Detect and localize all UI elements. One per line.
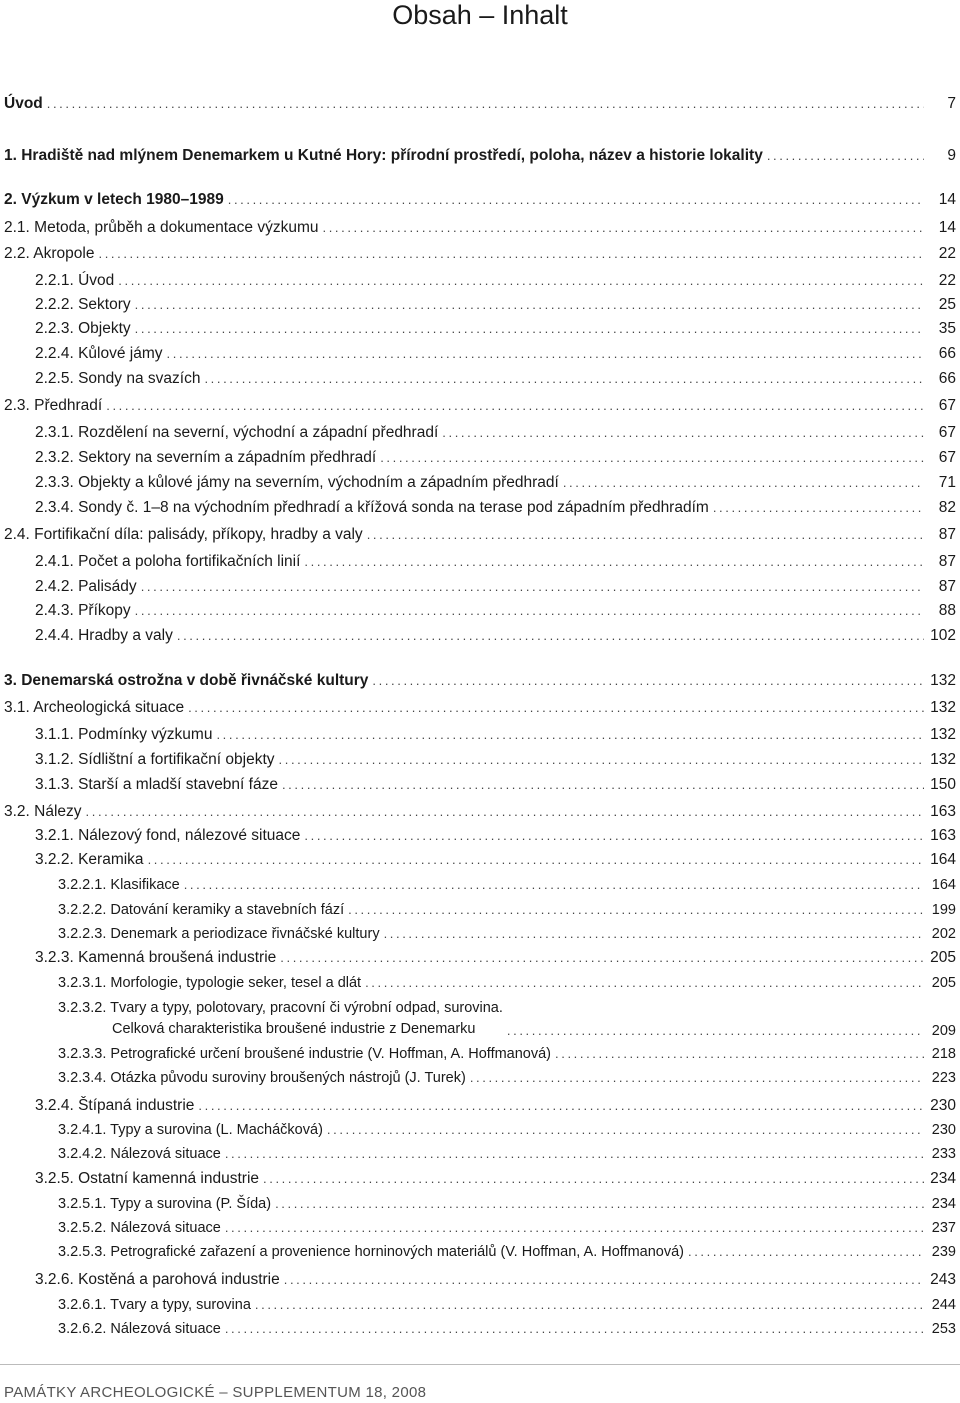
- toc-entry-label: 2.2.5. Sondy na svazích: [35, 370, 201, 387]
- dot-leader: [767, 147, 924, 165]
- toc-entry-label: 2.1. Metoda, průběh a dokumentace výzkumu: [4, 219, 319, 236]
- toc-entry-label: Úvod: [4, 95, 43, 112]
- toc-page-number: 243: [930, 1271, 956, 1288]
- toc-page-number: 218: [931, 1046, 956, 1062]
- toc-entry-label: 3.2.6.2. Nálezová situace: [58, 1321, 221, 1337]
- toc-entry-label: 3.2.2. Keramika: [35, 851, 144, 868]
- toc-page-number: 14: [938, 219, 956, 236]
- toc-entry[interactable]: [4, 974, 956, 992]
- toc-entry[interactable]: [4, 1320, 956, 1338]
- toc-entry[interactable]: [4, 1243, 956, 1261]
- toc-entry-label: 3.1.2. Sídlištní a fortifikační objekty: [35, 751, 275, 768]
- toc-entry-label: 3.1.3. Starší a mladší stavební fáze: [35, 776, 278, 793]
- toc-page-number: 163: [930, 827, 956, 844]
- dot-leader: [216, 726, 924, 744]
- toc-entry-label: 2.2.4. Kůlové jámy: [35, 345, 163, 362]
- toc-page-number: 223: [931, 1070, 956, 1086]
- toc-entry[interactable]: [4, 998, 956, 1040]
- toc-entry-label: 3.1. Archeologická situace: [4, 699, 185, 716]
- toc-entry[interactable]: [4, 272, 956, 290]
- dot-leader: [275, 1195, 924, 1213]
- toc-entry[interactable]: [4, 726, 956, 744]
- dot-leader: [327, 1121, 924, 1139]
- toc-entry[interactable]: [4, 803, 956, 821]
- toc-entry[interactable]: [4, 147, 956, 165]
- toc-entry[interactable]: [4, 901, 956, 919]
- dot-leader: [135, 320, 924, 338]
- dot-leader: [442, 424, 924, 442]
- toc-entry-label: 3.2.5.3. Petrografické zařazení a provenience horninových materiálů (V. Hoffman, A. Hoffmanová): [58, 1244, 684, 1260]
- toc-page-number: 25: [938, 296, 956, 313]
- dot-leader: [141, 578, 924, 596]
- dot-leader: [188, 699, 924, 717]
- toc-page-number: 239: [931, 1244, 956, 1260]
- toc-entry[interactable]: [4, 1271, 956, 1289]
- toc-page-number: 199: [931, 902, 956, 918]
- toc-entry-label: 2. Výzkum v letech 1980–1989: [4, 191, 224, 208]
- toc-entry[interactable]: [4, 424, 956, 442]
- dot-leader: [263, 1170, 924, 1188]
- toc-entry[interactable]: [4, 1069, 956, 1087]
- toc-entry-label: 2.4.2. Palisády: [35, 578, 137, 595]
- toc-page-number: 82: [938, 499, 956, 516]
- dot-leader: [563, 474, 924, 492]
- toc-entry-label: 3.2.5.2. Nálezová situace: [58, 1220, 221, 1236]
- footer-divider: [0, 1364, 960, 1365]
- dot-leader: [470, 1069, 924, 1087]
- toc-entry[interactable]: [4, 851, 956, 869]
- toc-page-number: 87: [938, 553, 956, 570]
- toc-entry[interactable]: [4, 296, 956, 314]
- toc-entry-label: 2.3.1. Rozdělení na severní, východní a západní předhradí: [35, 424, 439, 441]
- toc-entry-label: 3.2.4. Štípaná industrie: [35, 1097, 195, 1114]
- toc-page-number: 22: [938, 245, 956, 262]
- toc-entry-label: 2.4.3. Příkopy: [35, 602, 131, 619]
- page-title: Obsah – Inhalt: [392, 0, 568, 30]
- dot-leader: [225, 1320, 924, 1338]
- toc-entry-label: 3.2.2.1. Klasifikace: [58, 877, 180, 893]
- toc-entry[interactable]: [4, 499, 956, 517]
- toc-entry[interactable]: [4, 699, 956, 717]
- toc-entry-label: 3.2. Nálezy: [4, 803, 82, 820]
- toc-entry[interactable]: [4, 526, 956, 544]
- toc-entry[interactable]: [4, 191, 956, 209]
- toc-entry[interactable]: [4, 1097, 956, 1115]
- dot-leader: [225, 1145, 924, 1163]
- toc-page-number: 87: [938, 578, 956, 595]
- toc-entry-label: 2.3.2. Sektory na severním a západním předhradí: [35, 449, 377, 466]
- dot-leader: [280, 949, 924, 967]
- toc-page-number: 87: [938, 526, 956, 543]
- dot-leader: [279, 751, 924, 769]
- toc-entry-label-multiline: [58, 998, 503, 1040]
- toc-entry-label: 2.4.1. Počet a poloha fortifikačních linií: [35, 553, 301, 570]
- dot-leader: [688, 1243, 924, 1261]
- toc-entry-label: 3.2.2.2. Datování keramiky a stavebních fází: [58, 902, 345, 918]
- dot-leader: [282, 776, 924, 794]
- toc-entry-label: 2.2.2. Sektory: [35, 296, 131, 313]
- toc-entry[interactable]: [4, 1219, 956, 1237]
- toc-entry[interactable]: [4, 320, 956, 338]
- dot-leader: [135, 602, 924, 620]
- dot-leader: [507, 1022, 924, 1040]
- toc-page-number: 88: [938, 602, 956, 619]
- toc-entry-label-continuation: Celková charakteristika broušené industrie z Denemarku: [112, 1021, 476, 1037]
- toc-entry-label: 2.4.4. Hradby a valy: [35, 627, 173, 644]
- toc-entry-label: 3.2.4.1. Typy a surovina (L. Macháčková): [58, 1122, 323, 1138]
- toc-page-number: 132: [930, 672, 956, 689]
- dot-leader: [135, 296, 924, 314]
- toc-entry[interactable]: [4, 627, 956, 645]
- dot-leader: [555, 1045, 924, 1063]
- toc-page-number: 205: [930, 949, 956, 966]
- toc-page-number: 253: [931, 1321, 956, 1337]
- toc-entry-label: 3.1.1. Podmínky výzkumu: [35, 726, 213, 743]
- toc-entry-label: 3.2.3.3. Petrografické určení broušené industrie (V. Hoffman, A. Hoffmanová): [58, 1046, 552, 1062]
- toc-entry[interactable]: [4, 672, 956, 690]
- toc-entry-label: 2.2.1. Úvod: [35, 272, 115, 289]
- toc-entry-label: 1. Hradiště nad mlýnem Denemarkem u Kutné Hory: přírodní prostředí, poloha, název a historie lokality: [4, 147, 763, 164]
- toc-entry[interactable]: [4, 345, 956, 363]
- toc-page-number: 164: [930, 851, 956, 868]
- toc-page-number: 230: [930, 1097, 956, 1114]
- toc-entry[interactable]: [4, 245, 956, 263]
- toc-entry[interactable]: [4, 1296, 956, 1314]
- toc-entry[interactable]: [4, 553, 956, 571]
- dot-leader: [228, 191, 924, 209]
- dot-leader: [384, 925, 924, 943]
- toc-entry-label: 2.4. Fortifikační díla: palisády, příkopy, hradby a valy: [4, 526, 363, 543]
- toc-page-number: 233: [931, 1146, 956, 1162]
- toc-entry[interactable]: [4, 449, 956, 467]
- dot-leader: [367, 526, 924, 544]
- toc-entry-label: 2.2.3. Objekty: [35, 320, 131, 337]
- toc-entry-label: 2.3. Předhradí: [4, 397, 103, 414]
- toc-page-number: 67: [938, 449, 956, 466]
- toc-page-number: 132: [930, 751, 956, 768]
- toc-entry-label: 2.3.3. Objekty a kůlové jámy na severním, východním a západním předhradí: [35, 474, 559, 491]
- dot-leader: [380, 449, 924, 467]
- toc-page-number: 202: [931, 926, 956, 942]
- toc-entry[interactable]: [4, 95, 956, 113]
- toc-page-number: 132: [930, 726, 956, 743]
- dot-leader: [284, 1271, 924, 1289]
- toc-page-number: 35: [938, 320, 956, 337]
- page-footer: PAMÁTKY ARCHEOLOGICKÉ – SUPPLEMENTUM 18, 2008: [4, 1384, 427, 1401]
- toc-page-number: 9: [947, 147, 956, 164]
- toc-entry[interactable]: [4, 397, 956, 415]
- toc-entry[interactable]: [4, 925, 956, 943]
- toc-entry[interactable]: [4, 474, 956, 492]
- toc-page-number: 71: [938, 474, 956, 491]
- dot-leader: [204, 370, 924, 388]
- toc-entry-label: 3.2.6.1. Tvary a typy, surovina: [58, 1297, 251, 1313]
- dot-leader: [323, 219, 925, 237]
- toc-entry[interactable]: [4, 1121, 956, 1139]
- toc-page-number: 205: [931, 975, 956, 991]
- toc-page-number: 66: [938, 370, 956, 387]
- toc-page-number: 234: [931, 1196, 956, 1212]
- toc-page-number: 234: [930, 1170, 956, 1187]
- dot-leader: [184, 876, 924, 894]
- toc-entry-label: 3.2.5.1. Typy a surovina (P. Šída): [58, 1196, 272, 1212]
- dot-leader: [167, 345, 924, 363]
- toc-entry-label: 3. Denemarská ostrožna v době řivnáčské kultury: [4, 672, 369, 689]
- dot-leader: [348, 901, 924, 919]
- toc-entry[interactable]: [4, 370, 956, 388]
- dot-leader: [106, 397, 924, 415]
- toc-entry-label: 3.2.3.1. Morfologie, typologie seker, tesel a dlát: [58, 975, 362, 991]
- toc-page-number: 22: [938, 272, 956, 289]
- toc-page-number: 132: [930, 699, 956, 716]
- toc-entry[interactable]: [4, 578, 956, 596]
- toc-entry[interactable]: [4, 1195, 956, 1213]
- dot-leader: [177, 627, 924, 645]
- toc-page-number: 237: [931, 1220, 956, 1236]
- dot-leader: [713, 499, 924, 517]
- toc-entry-label: 3.2.6. Kostěná a parohová industrie: [35, 1271, 280, 1288]
- toc-page-number: 230: [931, 1122, 956, 1138]
- toc-entry-label: 3.2.3. Kamenná broušená industrie: [35, 949, 277, 966]
- toc-page-number: 7: [947, 95, 956, 112]
- dot-leader: [47, 95, 924, 113]
- toc-page-number: 163: [930, 803, 956, 820]
- dot-leader: [304, 827, 924, 845]
- toc-entry[interactable]: [4, 876, 956, 894]
- toc-page-number: 244: [931, 1297, 956, 1313]
- toc-entry[interactable]: [4, 219, 956, 237]
- toc-entry[interactable]: [4, 1145, 956, 1163]
- dot-leader: [198, 1097, 924, 1115]
- toc-entry-label: 3.2.5. Ostatní kamenná industrie: [35, 1170, 260, 1187]
- toc-page-number: 102: [930, 627, 956, 644]
- dot-leader: [148, 851, 924, 869]
- toc-entry-label: 3.2.1. Nálezový fond, nálezové situace: [35, 827, 301, 844]
- toc-entry[interactable]: [4, 751, 956, 769]
- dot-leader: [86, 803, 924, 821]
- toc-entry-label: 2.3.4. Sondy č. 1–8 na východním předhradí a křížová sonda na terase pod západním předhradím: [35, 499, 709, 516]
- toc-page-number: 66: [938, 345, 956, 362]
- toc-entry-label: 2.2. Akropole: [4, 245, 95, 262]
- toc-entry[interactable]: [4, 949, 956, 967]
- dot-leader: [255, 1296, 924, 1314]
- toc-entry-label: 3.2.2.3. Denemark a periodizace řivnáčské kultury: [58, 926, 380, 942]
- toc-page-number: 67: [938, 424, 956, 441]
- dot-leader: [304, 553, 924, 571]
- toc-entry[interactable]: [4, 1170, 956, 1188]
- toc-entry[interactable]: [4, 602, 956, 620]
- dot-leader: [98, 245, 924, 263]
- toc-page-number: 209: [931, 1023, 956, 1039]
- dot-leader: [118, 272, 924, 290]
- toc-entry[interactable]: [4, 1045, 956, 1063]
- dot-leader: [372, 672, 924, 690]
- toc-entry-label: 3.2.4.2. Nálezová situace: [58, 1146, 221, 1162]
- toc-page-number: 150: [930, 776, 956, 793]
- toc-page-number: 67: [938, 397, 956, 414]
- dot-leader: [225, 1219, 924, 1237]
- toc-entry[interactable]: [4, 827, 956, 845]
- toc-page-number: 164: [931, 877, 956, 893]
- toc-entry-label: 3.2.3.4. Otázka původu suroviny broušených nástrojů (J. Turek): [58, 1070, 466, 1086]
- toc-entry[interactable]: [4, 776, 956, 794]
- toc-entry-label: 3.2.3.2. Tvary a typy, polotovary, pracovní či výrobní odpad, surovina.: [58, 1000, 503, 1016]
- dot-leader: [365, 974, 924, 992]
- toc-page-number: 14: [938, 191, 956, 208]
